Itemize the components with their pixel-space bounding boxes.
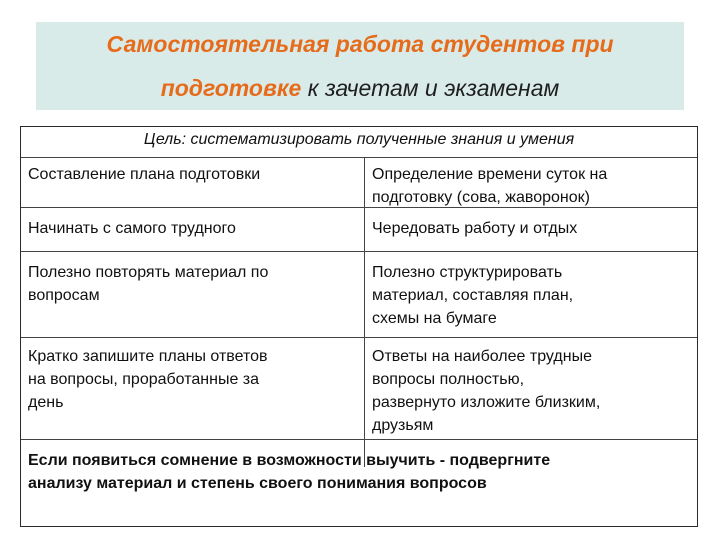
row-4-right: Ответы на наиболее трудные вопросы полностью, развернуто изложите близким, друзьям: [372, 348, 601, 434]
row-3-right: Полезно структурировать материал, составляя план, схемы на бумаге: [372, 264, 574, 327]
row-3-left: Полезно повторять материал по вопросам: [28, 264, 269, 304]
row-1-left: Составление плана подготовки: [28, 166, 261, 183]
goal-row: Цель: систематизировать полученные знания и умения: [143, 131, 575, 148]
title-highlight: подготовке: [160, 75, 302, 101]
row-divider: [21, 337, 697, 338]
row-1-right: Определение времени суток на подготовку (сова, жаворонок): [372, 166, 608, 206]
row-2-left: Начинать с самого трудного: [28, 220, 236, 237]
tips-table: [20, 126, 698, 527]
row-divider: [21, 439, 697, 440]
column-divider: [364, 157, 365, 467]
footer-advice: Если появиться сомнение в возможности выучить - подвергните анализу материал и степень своего понимания вопросов: [28, 452, 551, 492]
row-divider: [21, 251, 697, 252]
row-2-right: Чередовать работу и отдых: [372, 220, 578, 237]
row-divider: [21, 157, 697, 158]
row-4-left: Кратко запишите планы ответов на вопросы, проработанные за день: [28, 348, 268, 411]
title-line-1: Самостоятельная работа студентов при: [106, 31, 614, 57]
title-line-2: [36, 74, 684, 102]
title-rest: к зачетам и экзаменам: [301, 75, 560, 101]
title-banner: [36, 22, 684, 110]
